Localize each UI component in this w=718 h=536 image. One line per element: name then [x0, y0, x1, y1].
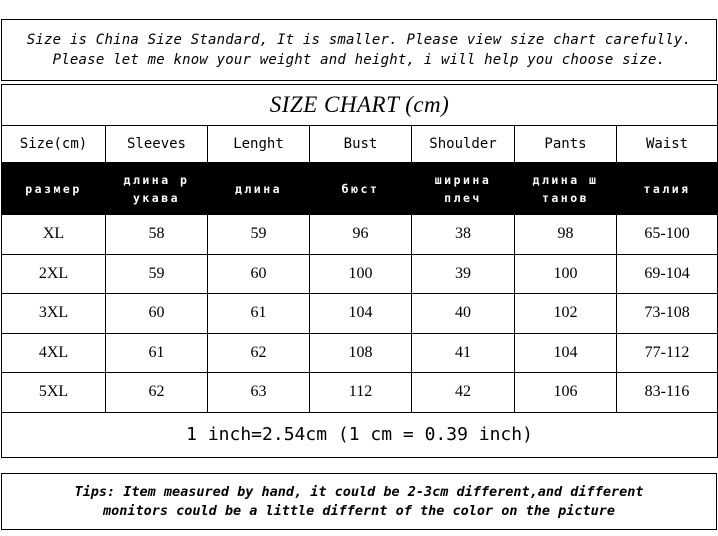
header-ru-pants-line2: танов [541, 190, 590, 205]
table-row [2, 294, 718, 334]
cell-pants: 98 [515, 215, 617, 255]
header-row-english [2, 126, 718, 163]
cell-pants: 100 [515, 254, 617, 294]
header-ru-shoulder-line2: плеч [444, 190, 482, 205]
cell-sleeves: 58 [106, 215, 208, 255]
cell-sleeves: 60 [106, 294, 208, 334]
header-ru-length [208, 163, 310, 215]
header-shoulder: Shoulder [412, 126, 515, 163]
header-ru-shoulder [412, 163, 515, 215]
table-row [2, 333, 718, 373]
cell-sleeves: 62 [106, 373, 208, 413]
size-chart-table [1, 84, 718, 458]
notice-line-1: Size is China Size Standard, It is smaller. Please view size chart carefully. [26, 32, 692, 48]
cell-waist: 65-100 [617, 215, 718, 255]
cell-length: 61 [208, 294, 310, 334]
cell-shoulder: 38 [412, 215, 515, 255]
cell-shoulder: 42 [412, 373, 515, 413]
tips-line-1: Tips: Item measured by hand, it could be 2-3cm different,and different [74, 483, 644, 500]
header-bust: Bust [310, 126, 412, 163]
header-sleeves: Sleeves [106, 126, 208, 163]
header-ru-sleeves-line1: длина р [123, 172, 190, 187]
cell-pants: 102 [515, 294, 617, 334]
header-size: Size(cm) [2, 126, 106, 163]
notice-line-2: Please let me know your weight and height, i will help you choose size. [52, 52, 666, 68]
cell-waist: 73-108 [617, 294, 718, 334]
header-ru-waist-text: талия [643, 181, 691, 196]
tips-line-2: monitors could be a little differnt of the color on the picture [102, 502, 616, 519]
cell-shoulder: 39 [412, 254, 515, 294]
cell-length: 60 [208, 254, 310, 294]
cell-waist: 83-116 [617, 373, 718, 413]
cell-length: 59 [208, 215, 310, 255]
cell-shoulder: 40 [412, 294, 515, 334]
table-row [2, 254, 718, 294]
header-ru-sleeves-line2: укава [132, 190, 181, 205]
cell-waist: 77-112 [617, 333, 718, 373]
header-ru-bust-text: бюст [341, 181, 380, 196]
cell-waist: 69-104 [617, 254, 718, 294]
cell-sleeves: 61 [106, 333, 208, 373]
table-row [2, 373, 718, 413]
cell-bust: 100 [310, 254, 412, 294]
cell-pants: 104 [515, 333, 617, 373]
cell-bust: 104 [310, 294, 412, 334]
header-ru-size-text: размер [25, 181, 82, 196]
header-ru-bust [310, 163, 412, 215]
header-ru-length-text: длина [234, 181, 283, 196]
inch-conversion-note: 1 inch=2.54cm (1 cm = 0.39 inch) [2, 412, 718, 457]
cell-length: 62 [208, 333, 310, 373]
header-waist: Waist [617, 126, 718, 163]
cell-pants: 106 [515, 373, 617, 413]
header-ru-pants [515, 163, 617, 215]
cell-size: 2XL [2, 254, 106, 294]
header-ru-sleeves [106, 163, 208, 215]
size-notice [1, 19, 717, 81]
cell-shoulder: 41 [412, 333, 515, 373]
cell-bust: 112 [310, 373, 412, 413]
cell-sleeves: 59 [106, 254, 208, 294]
cell-length: 63 [208, 373, 310, 413]
cell-size: 4XL [2, 333, 106, 373]
header-row-russian [2, 163, 718, 215]
chart-title: SIZE CHART (cm) [2, 85, 718, 126]
header-ru-size [2, 163, 106, 215]
header-ru-waist [617, 163, 718, 215]
cell-bust: 96 [310, 215, 412, 255]
header-ru-pants-line1: длина ш [532, 172, 599, 187]
header-pants: Pants [515, 126, 617, 163]
cell-bust: 108 [310, 333, 412, 373]
header-length: Lenght [208, 126, 310, 163]
cell-size: XL [2, 215, 106, 255]
table-row [2, 215, 718, 255]
tips-box [1, 473, 717, 530]
cell-size: 3XL [2, 294, 106, 334]
header-ru-shoulder-line1: ширина [434, 172, 492, 187]
cell-size: 5XL [2, 373, 106, 413]
